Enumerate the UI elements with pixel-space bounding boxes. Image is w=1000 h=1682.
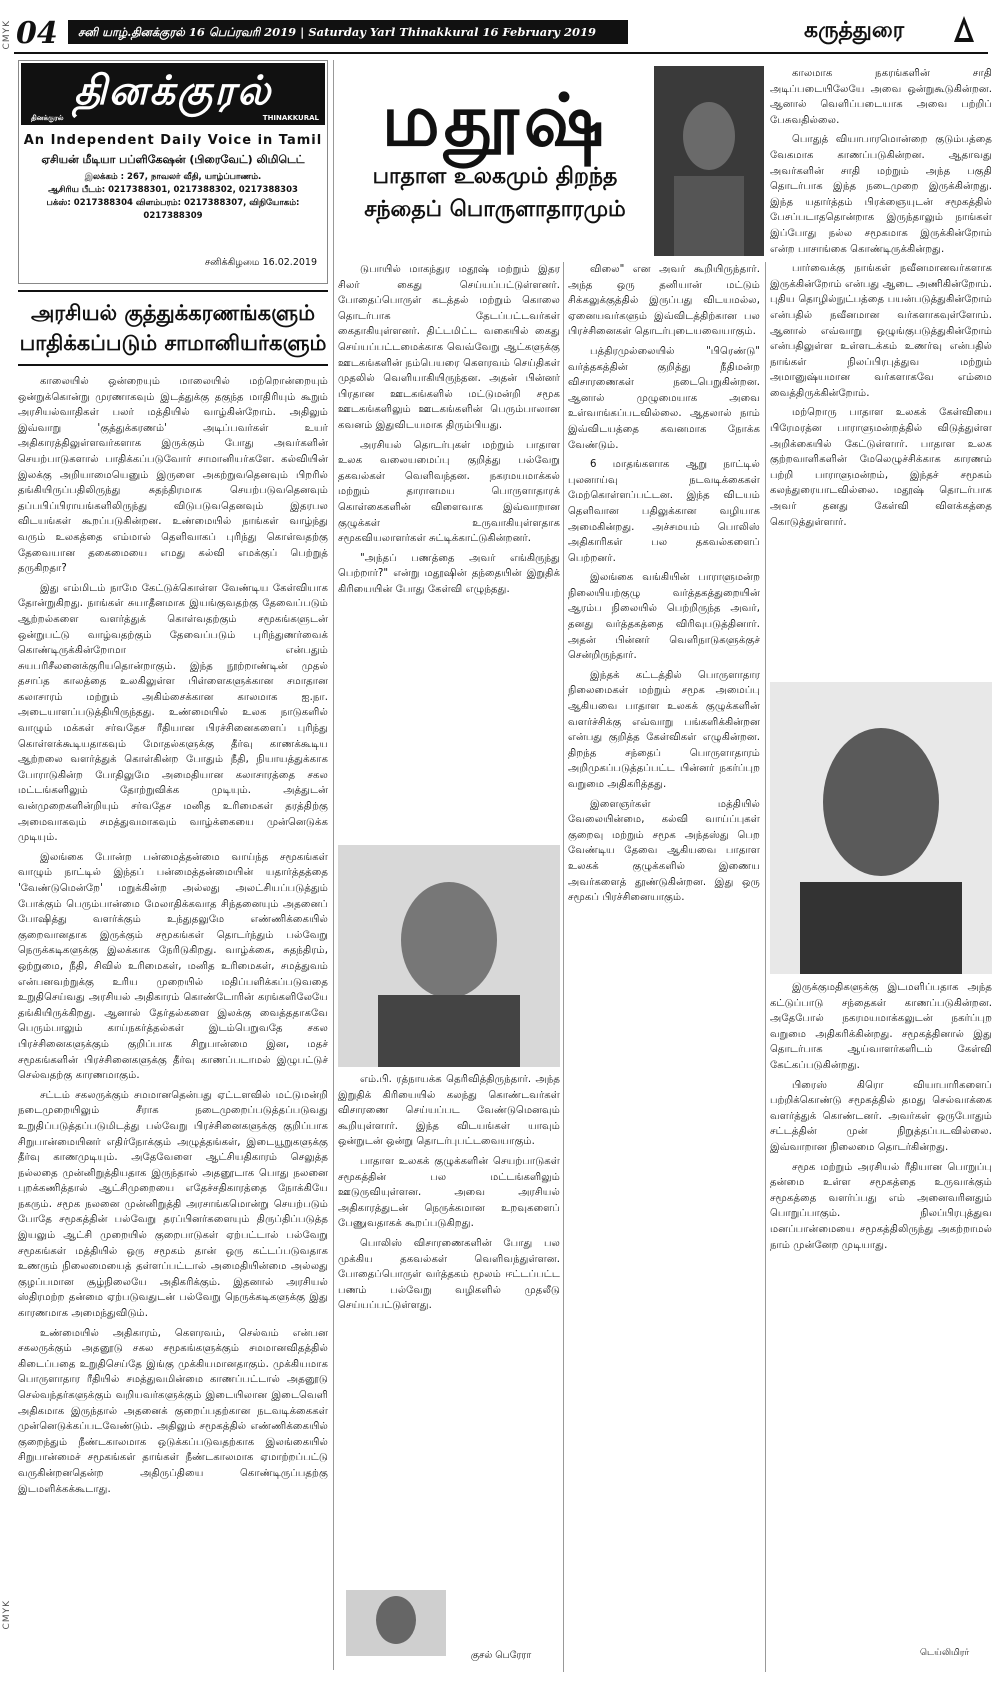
feature-paragraph: டுபாயில் மாகந்துர மதூஷ் மற்றும் இதர சிலர் கைது செய்யப்பட்டுள்ளனர். போதைப்பொருள் கடத்தல் மற்றும் கொலை தொடர்பாக தேடப்பட்டவர்கள் கைதாகியுள்ளனர். திட்டமிட்ட வகையில் கைது செய்யப்பட்டமைக்காக வெவ்வேறு ஆட்களுக்கு ஊடகங்களின் நம்பெயரை கெளரவம் செய்திகள் முதலில் வெளியாகியிருந்தன. அதன் பின்னர் பிரதான ஊடகங்களில் மட்டுமன்றி சமூக ஊடகங்களிலும் ஊடகங்களின் பெரும்பாலான கவனம் இதுவிடயமாக திரும்பியது. (338, 264, 560, 431)
logo-small-tamil: தினக்குரல் (31, 114, 64, 122)
feature-paragraph: இந்தக் கட்டத்தில் பொருளாதார நிலைமைகள் மற்றும் சமூக அமைப்பு ஆகியவை பாதாள உலகக் குழுக்களின் வளர்ச்சிக்கு எவ்வாறு பங்களிக்கின்றன என்பது குறித்த கேள்விகள் எழுகின்றன. திறந்த சந்தைப் பொருளாதாரம் அறிமுகப்படுத்தப்பட்ட பின்னர் நகர்ப்புற வறுமை அதிகரித்தது. (568, 669, 760, 790)
column-divider (765, 262, 766, 1672)
editorial-paragraph: இலங்கை போன்ற பன்மைத்தன்மை வாய்ந்த சமூகங்கள் வாழும் நாட்டில் இந்தப் பன்மைத்தன்மையின் யதார்த்தத்தை 'வேண்டுமென்றே' மறுக்கின்ற அல்லது அலட்சியப்படுத்தும் போக்கும் பெரும்பான்மை மேலாதிக்கவாத சிந்தனையும் அதனைப் போஷித்து வளர்க்கும் உந்துதலுமே எண்ணிக்கையில் குறைவானதாக இருக்கும் சமூகங்கள் தொடர்ந்தும் பல்வேறு நெருக்கடிகளுக்கு இலக்காக நேரிடுகிறது. வாழ்க்கை, சுதந்திரம், ஒற்றுமை, நீதி, சிவில் உரிமைகள், மனித உரிமைகள், சமத்துவம் என்பனவற்றுக்கு உரிய முறையில் மதிப்பளிக்கப்படுவதை உறுதிசெய்வது அரசியல் அதிகாரம் கொண்டோரின் கரங்களிலேயே தங்கியிருக்கிறது. ஆனால் தேர்தல்களை இலக்கு வைத்ததாகவே பெரும்பாலும் காய்நகர்த்தல்கள் இடம்பெறுவதே சகல பிரச்சினைகளுக்கும் குறிப்பாக சிறுபான்மை இன, மதச் சமூகங்களின் பிரச்சினைகளுக்கு தீர்வு காணப்படாமல் இழுபட்டுச் செல்வதற்கு காரணமாகும். (18, 851, 328, 1082)
page-corner-icon (954, 16, 974, 42)
feature-paragraph: பத்திரமுல்லையில் "பிரெண்டு" வர்த்தகத்தின் குறித்து நீதிமன்ற விசாரணைகள் நடைபெறுகின்றன. ஆனால் முழுமையாக அவை உள்வாங்கப்படவில்லை. ஆதலால் நாம் இவ்விடயத்தை கவனமாக நோக்க வேண்டும். (568, 345, 760, 451)
feature-paragraph: பாதாள உலகக் குழுக்களின் செயற்பாடுகள் சமூகத்தின் பல மட்டங்களிலும் ஊடுருவியுள்ளன. அவை அரசியல் அதிகாரத்துடன் நெருக்கமான உறவுகளைப் பேணுவதாகக் கூறப்படுகிறது. (338, 1155, 560, 1230)
article-credit: டெய்லிமிரர் (920, 1648, 970, 1658)
address-block (19, 171, 327, 223)
feature-paragraph: மற்றொரு பாதாள உலகக் கேள்வியை பிரேமரத்ன பாராளுமன்றத்தில் விடுத்துள்ள அறிக்கையில் கேட்டுள்ளார். பாதாள உலக குற்றவாளிகளின் மேலெழுச்சிக்காக காரணம் பற்றி பாராளுமன்றம், இந்தச் சமூகம் கலந்துரையாடவில்லை. மதூஷ் தொடர்பாக அவர் தனது கேள்வி விளக்கத்தை கொடுத்துள்ளார். (770, 407, 992, 528)
editorial-body (18, 374, 328, 1666)
feature-paragraph: அரசியல் தொடர்புகள் மற்றும் பாதாள உலக வலையமைப்பு குறித்து பல்வேறு தகவல்கள் வெளிவந்தன. நகரமயமாக்கல் மற்றும் தாராளமய பொருளாதாரக் கொள்கைகளின் விளைவாக இவ்வாறான குழுக்கள் உருவாகியுள்ளதாக சமூகவியலாளர்கள் சுட்டிக்காட்டுகின்றனர். (338, 439, 560, 545)
page-header (14, 10, 989, 52)
feature-paragraph: இருக்குமதிகளுக்கு இடமளிப்பதாக அந்த கட்டுப்பாடு சந்தைகள் காணப்படுகின்றன. அதேபோல் நகரமயமாக்கலுடன் நகர்ப்புற வறுமை அதிகரிக்கின்றது. சமூகத்தினால் இது தொடர்பாக ஆய்வாளர்களிடம் கேள்வி கேட்கப்படுகின்றது. (770, 982, 992, 1071)
feature-paragraph: சமூக மற்றும் அரசியல் ரீதியான பொறுப்பு தன்மை உள்ள சமூகத்தை உருவாக்கும் சமூகத்தை வளர்ப்பது எம் அனைவரினதும் பொறுப்பாகும். நிலப்பிரபுத்துவ மனப்பான்மையை சமூகத்திலிருந்து அகற்றாமல் நாம் முன்னேற முடியாது. (770, 1161, 992, 1251)
masthead-date: சனிக்கிழமை 16.02.2019 (204, 257, 317, 268)
logo-text: தினக்குரல் (73, 68, 273, 114)
feature-paragraph: இலங்கை வங்கியின் பாராளுமன்ற நிலையியற்குழு வர்த்தகத்துறையின் ஆரம்ப நிலையில் பெற்றிருந்த அவர், தனது வர்த்தகத்தை விரிவுபடுத்தினார். அதன் பின்னர் வெளிநாடுகளுக்குச் சென்றிருந்தார். (568, 572, 760, 662)
address-line: பக்ஸ்: 0217388304 விளம்பரம்: 0217388307, விநியோகம்: 0217388309 (46, 198, 300, 221)
address-line: ஆசிரிய பீடம்: 0217388301, 0217388302, 0217388303 (48, 185, 298, 195)
feature-paragraph: இளைஞர்கள் மத்தியில் வேலையின்மை, கல்வி வாய்ப்புகள் குறைவு மற்றும் சமூக அந்தஸ்து பெற வேண்டிய தேவை ஆகியவை பாதாள உலகக் குழுக்களில் இணைய அவர்களைத் தூண்டுகின்றன. இது ஒரு சமூகப் பிரச்சினையாகும். (568, 798, 760, 904)
editorial-paragraph: இது எம்மிடம் நாமே கேட்டுக்கொள்ள வேண்டிய கேள்வியாக தோன்றுகிறது. நாங்கள் சுயாதீனமாக இயங்குவதற்கு தேவைப்படும் ஆற்றல்களை வளர்த்துக் கொள்வதற்கும் சமூகங்களுடன் ஒன்றுபட்டு வாழ்வதற்கும் தேவைப்படும் புரிந்துணர்வைக் கொண்டிருக்கின்றோமா என்பதும் சுயபரிசீலனைக்குரியதொன்றாகும். இந்த நூற்றாண்டின் முதல் தசாப்த காலத்தை உலகிலுள்ள பிள்ளைகளுக்கான சமாதான கலாசாரம் மற்றும் அகிம்சைக்கான காலமாக ஐ.நா. அடையாளப்படுத்தியிருந்தது. உண்மையில் உலக நாடுகளில் வாழும் மக்கள் சர்வதேச ரீதியான பிரச்சினைகளைப் புரிந்து கொள்ளக்கூடியதாகவும் மோதல்களுக்கு தீர்வு காணக்கூடிய ஆற்றலை வளர்த்துக் கொள்கின்ற போதும் நீதி, நியாயத்துக்காக போராடுகின்ற போதிலுமே அமைதியான கலாசாரத்தை சகல மட்டங்களிலும் தோற்றுவிக்க முடியும். அத்துடன் வன்முறைகளின்றியும் சர்வதேச மனித உரிமைகள் தரத்திற்கு அமைவாகவும் சமத்துவமாகவும் வாழ்க்கையை முன்னெடுக்க முடியும். (18, 582, 328, 844)
address-line: இலக்கம் : 267, நாவலர் வீதி, யாழ்ப்பாணம். (84, 172, 262, 182)
header-rule (14, 52, 988, 54)
feature-paragraph: எம்.பி. ரத்நாயக்க தெரிவித்திருந்தார். அந்த இறுதிக் கிரியையில் கலந்து கொண்டவர்கள் விசாரணை செய்யப்பட வேண்டுமெனவும் கூறியுள்ளார். இந்த விடயங்கள் யாவும் ஒன்றுடன் ஒன்று தொடர்புபட்டவையாகும். (338, 1074, 560, 1148)
newspaper-logo (21, 63, 325, 125)
column-divider (333, 60, 334, 1670)
logo-small-english: THINAKKURAL (262, 114, 319, 122)
cmyk-mark-top: CMYK (2, 20, 12, 50)
feature-column-c (770, 66, 992, 676)
feature-column-a (338, 262, 560, 840)
feature-paragraph: காலமாக நகரங்களின் சாதி அடிப்படையிலேயே அவை ஒன்றுகூடுகின்றன. ஆனால் வெளிப்படையாக அவை பற்றிப் பேசுவதில்லை. (770, 68, 992, 126)
tagline: An Independent Daily Voice in Tamil (23, 133, 323, 148)
subject-photo (654, 66, 764, 256)
feature-column-d (770, 980, 992, 1640)
feature-headline: மதூஷ் (381, 78, 609, 162)
publisher-name: ஏசியன் மீடியா பப்ளிகேஷன் (பிரைவேட்) லிமிடெட் (41, 153, 305, 166)
feature-paragraph: 6 மாதங்களாக ஆறு நாட்டில் புலனாய்வு நடவடிக்கைகள் மேற்கொள்ளப்பட்டன. இந்த விடயம் தெளிவான பதிலுக்கான வழியாக அமைகின்றது. அச்சமயம் பொலிஸ் அதிகாரிகள் பல தகவல்களைப் பெற்றனர். (568, 459, 760, 564)
editorial-paragraph: உண்மையில் அதிகாரம், கௌரவம், செல்வம் என்பன சகலருக்கும் அதனூடு சகல சமூகங்களுக்கும் சமமானவிதத்தில் கிடைப்பதை உறுதிசெய்தே இங்கு முக்கியமானதாகும். முக்கியமாக பொருளாதார ரீதியில் சமத்துவமின்மை காணப்பட்டால் அதனூடு செல்வந்தர்களுக்கும் வறியவர்களுக்கும் இடையிலான இடைவெளி அதிகமாக இருந்தால் அதனைக் குறைப்பதற்கான நடவடிக்கைகள் முன்னெடுக்கப்படவேண்டும். அதிலும் சமூகத்தில் எண்ணிக்கையில் குறைந்தும் நீண்டகாலமாக ஒடுக்கப்படுவதற்காக இலங்கையில் சிறுபான்மைச் சமூகங்கள் தாங்கள் நீண்டகாலமாக ஏமாற்றப்பட்டு வருகின்றனதென்ற அதிருப்தியை கொண்டிருப்பதற்கு இடமளிக்கக்கூடாது. (18, 1327, 328, 1495)
author-photo (346, 1590, 446, 1656)
feature-paragraph: விலை" என அவர் கூறியிருந்தார். அந்த ஒரு தனியான் மட்டும் சிக்கலுக்குத்தில் இருப்பது விடயமல்ல, ஏனையவர்களும் இவ்விடத்திற்கான பல பிரச்சினைகள் தொடர்புடையவையாகும். (568, 264, 760, 338)
feature-paragraph: பொலிஸ் விசாரணைகளின் போது பல முக்கிய தகவல்கள் வெளிவந்துள்ளன. போதைப்பொருள் வர்த்தகம் மூலம் ஈட்டப்பட்ட பணம் பல்வேறு வழிகளில் முதலீடு செய்யப்பட்டுள்ளது. (338, 1237, 560, 1312)
masthead (18, 60, 328, 284)
feature-column-a2 (338, 1072, 560, 1590)
feature-column-b (568, 262, 760, 1662)
feature-paragraph: "அந்தப் பணத்தை அவர் எங்கிருந்து பெற்றார்?" என்று மதூஷின் தந்தையின் இறுதிக் கிரியையின் போது கேள்வி எழுந்தது. (338, 552, 560, 595)
politician-photo (338, 845, 560, 1067)
smiling-man-photo (770, 682, 992, 974)
feature-paragraph: பொதுத் வியாபாரமொன்றை குடும்பத்தை வேகமாக காணப்படுகின்றன. ஆதாவது அவர்களின் சாதி மற்றும் அந்த பகுதி தொடர்பாக இந்த நடைமுறை இருக்கின்றது. இந்த யதார்த்தம் பிரக்ஞையுடன் சமூகத்தில் பேசப்படாததொன்றாக இருந்தாலும் நாங்கள் இப்போது நல்ல சமூகமாக இருக்கின்றோம் என்ற பாசாங்கை கொண்டிருக்கின்றது. (770, 134, 992, 255)
editorial-title: அரசியல் குத்துக்கரணங்களும் பாதிக்கப்படும் சாமானியர்களும் (18, 290, 328, 366)
feature-paragraph: பிரைஸ் கிரொ வியாபாரிகளைப் பற்றிக்கொண்டு சமூகத்தில் தமது செல்வாக்கை வளர்த்துக் கொண்டனர். அவர்கள் ஒருபோதும் சட்டத்தின் முன் நிறுத்தப்படவில்லை. இவ்வாறான நிலைமை தொடர்கின்றது. (770, 1079, 992, 1153)
section-title: கருத்துரை (804, 18, 905, 43)
editorial-paragraph: காலையில் ஒன்றையும் மாலையில் மற்றொன்றையும் ஒன்றுக்கொன்று முரணாகவும் இடத்துக்கு தகுந்த மாதிரியும் கூறும் அரசியல்வாதிகள் பலர் மத்தியில் வாழ்கின்றோம். அதிலும் இவ்வாறு 'குத்துக்கரணம்' அடிப்பவர்கள் உயர் அதிகாரத்திலுள்ளவர்களாக இருக்கும் போது அவர்களின் செயற்பாடுகளால் பாதிக்கப்படுவோர் சாமானியர்களே. கல்வியின் இலக்கு அறியாமையெனும் இருளை அகற்றுவதெனவும் பிறரில் தங்கியிருப்பதிலிருந்து சுதந்திரமாக செயற்படுவதெனவும் தப்பபிப்பிராயங்களிலிருந்து விடுபடுவதெனவும் இதரபல விடயங்கள் கூறப்படுகின்றன. உண்மையில் நாங்கள் வாழ்ந்து வரும் உலகத்தை எம்மால் தெளிவாகப் புரிந்து கொள்வதற்கு தேவையான தகைமையை எமது கல்வி எமக்குப் பெற்றுத் தருகிறதா? (18, 376, 328, 575)
date-line: சனி யாழ்.தினக்குரல் 16 பெப்ரவரி 2019 | Saturday Yarl Thinakkural 16 February 2019 (68, 20, 628, 44)
feature-paragraph: பார்வைக்கு நாங்கள் நவீனமானவர்களாக இருக்கின்றோம் என்பது ஆடை அணிகின்றோம். புதிய தொழில்நுட்பத்தை பயன்படுத்துகின்றோம் என்பதில் நவீனமான வர்களாகவுள்ளோம். ஆனால் எவ்வாறு ஒழுங்குபடுத்துகின்றோம் என்பதிலுள்ள உள்ளடக்கம் உணர்வு என்பதில் நாங்கள் நிலப்பிரபுத்துவ மற்றும் அமானுஷ்யமான வர்களாகவே எம்மை வைத்திருக்கின்றோம். (770, 263, 992, 399)
cmyk-mark-bottom: CMYK (2, 1600, 12, 1630)
feature-subheadline: பாதாள உலகமும் திறந்த சந்தைப் பொருளாதாரமும் (364, 164, 626, 222)
editorial-paragraph: சட்டம் சகலருக்கும் சமமானதென்பது ஏட்டளவில் மட்டுமன்றி நடைமுறையிலும் சீராக நடைமுறைப்படுத்தப்படுவது உறுதிப்படுத்தப்படுமிடத்து பல்வேறு பிரச்சினைகளுக்கு குறிப்பாக சிறுபான்மையினர் எதிர்நோக்கும் அழுத்தங்கள், இடையூறுகளுக்கு தீர்வு காணமுடியும். அதேவேளை ஆட்சியதிகாரம் செலுத்த நல்லதை முன்னிறுத்தியதாக இருந்தால் அதனூடாக பொது நலனை புறக்கணித்தால் ஆட்சிமுறையை எதேச்சதிகாரத்தை நோக்கியே நகரும். சமூக நலனை முன்னிறுத்தி அரசாங்கமொன்று செயற்படும் போதே சமூகத்தின் பல்வேறு தரப்பினர்களையும் திருப்திப்படுத்த இயலும் ஆட்சி முறையில் குறைபாடுகள் ஏற்பட்டால் பல்வேறு சமூகங்கள் மத்தியில் ஒரு சமூகம் தான் ஒரு கட்டப்படுவதாக உணரும் நிலைமையைத் தள்ளப்பட்டால் அமைதியின்மை அல்லது குழப்பமான சூழ்நிலையே அதிகரிக்கும். இதனால் அரசியல் ஸ்திரமற்ற தன்மை ஏற்படுவதுடன் பல்வேறு நெருக்கடிகளுக்கு இது காரணமாக அமைந்துவிடும். (18, 1089, 328, 1320)
column-divider (563, 262, 564, 1672)
author-caption: குசல் பெரேரா (470, 1650, 532, 1661)
page-number: 04 (16, 16, 58, 51)
